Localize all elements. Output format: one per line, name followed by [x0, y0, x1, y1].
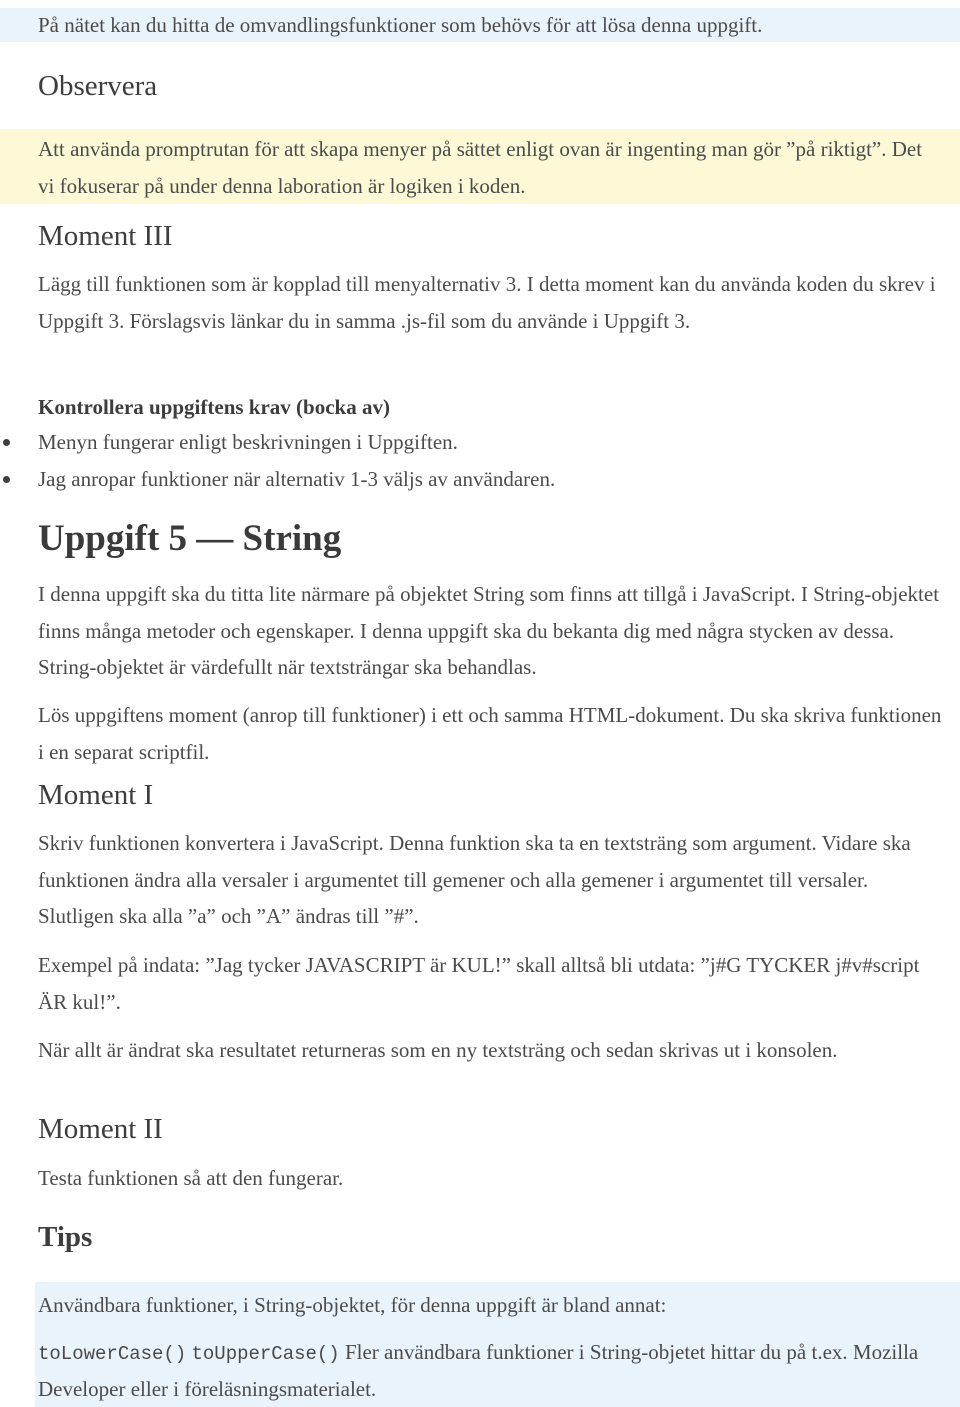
moment-1-heading: Moment I — [38, 779, 154, 811]
tips-heading: Tips — [38, 1221, 93, 1253]
code-tolowercase: toLowerCase() — [38, 1342, 187, 1365]
observera-text: Att använda promptrutan för att skapa menyer på sättet enligt ovan är ingenting man gör ”på riktigt”. Det vi fokuserar på under denna laboration är logiken i koden. — [38, 137, 923, 198]
task-5-paragraph-1: I denna uppgift ska du titta lite närmare på objektet String som finns att tillgå i JavaScript. I String-objektet finns många metoder och egenskaper. I denna uppgift ska du bekanta dig med några stycken av dessa. String-objektet är värdefullt när textsträngar ska behandlas. — [38, 582, 940, 679]
tips-line-1: Användbara funktioner, i String-objektet, för denna uppgift är bland annat: — [38, 1293, 667, 1317]
checklist-heading: Kontrollera uppgiftens krav (bocka av) — [38, 395, 390, 419]
checklist-item: Menyn fungerar enligt beskrivningen i Uppgiften. — [0, 424, 960, 461]
moment-3-text: Lägg till funktionen som är kopplad till menyalternativ 3. I detta moment kan du använda koden du skrev i Uppgift 3. Förslagsvis länkar du in samma .js-fil som du använde i Uppgift 3. — [38, 272, 936, 333]
task-5-heading: Uppgift 5 — String — [38, 518, 342, 559]
tips-box — [35, 1282, 960, 1407]
intro-text: På nätet kan du hitta de omvandlingsfunktioner som behövs för att lösa denna uppgift. — [38, 13, 763, 37]
moment-2-text: Testa funktionen så att den fungerar. — [38, 1166, 344, 1190]
code-touppercase: toUpperCase() — [191, 1342, 340, 1365]
bullet-icon — [3, 476, 10, 483]
moment-1-paragraph-1: Skriv funktionen konvertera i JavaScript. Denna funktion ska ta en textsträng som argument. Vidare ska funktionen ändra alla versaler i argumentet till gemener och alla gemener i argumentet till versaler. Slutligen ska alla ”a” och ”A” ändras till ”#”. — [38, 831, 911, 928]
checklist — [0, 424, 960, 497]
intro-note — [0, 8, 960, 42]
moment-3-heading: Moment III — [38, 220, 173, 252]
observera-heading: Observera — [38, 70, 158, 102]
moment-1-paragraph-3: När allt är ändrat ska resultatet returneras som en ny textsträng och sedan skrivas ut i konsolen. — [38, 1038, 838, 1062]
checklist-item: Jag anropar funktioner när alternativ 1-3 väljs av användaren. — [0, 461, 960, 498]
bullet-icon — [3, 439, 10, 446]
tips-rest: Fler användbara funktioner i String-objetet hittar du på t.ex. Mozilla Developer eller i föreläsningsmaterialet. — [38, 1339, 919, 1401]
moment-2-heading: Moment II — [38, 1113, 163, 1145]
moment-1-paragraph-2: Exempel på indata: ”Jag tycker JAVASCRIPT är KUL!” skall alltså bli utdata: ”j#G TYCKER j#v#script ÄR kul!”. — [38, 953, 920, 1014]
observera-note — [0, 129, 960, 204]
task-5-paragraph-2: Lös uppgiftens moment (anrop till funktioner) i ett och samma HTML-dokument. Du ska skriva funktionen i en separat scriptfil. — [38, 703, 942, 764]
tips-functions — [35, 1324, 960, 1407]
